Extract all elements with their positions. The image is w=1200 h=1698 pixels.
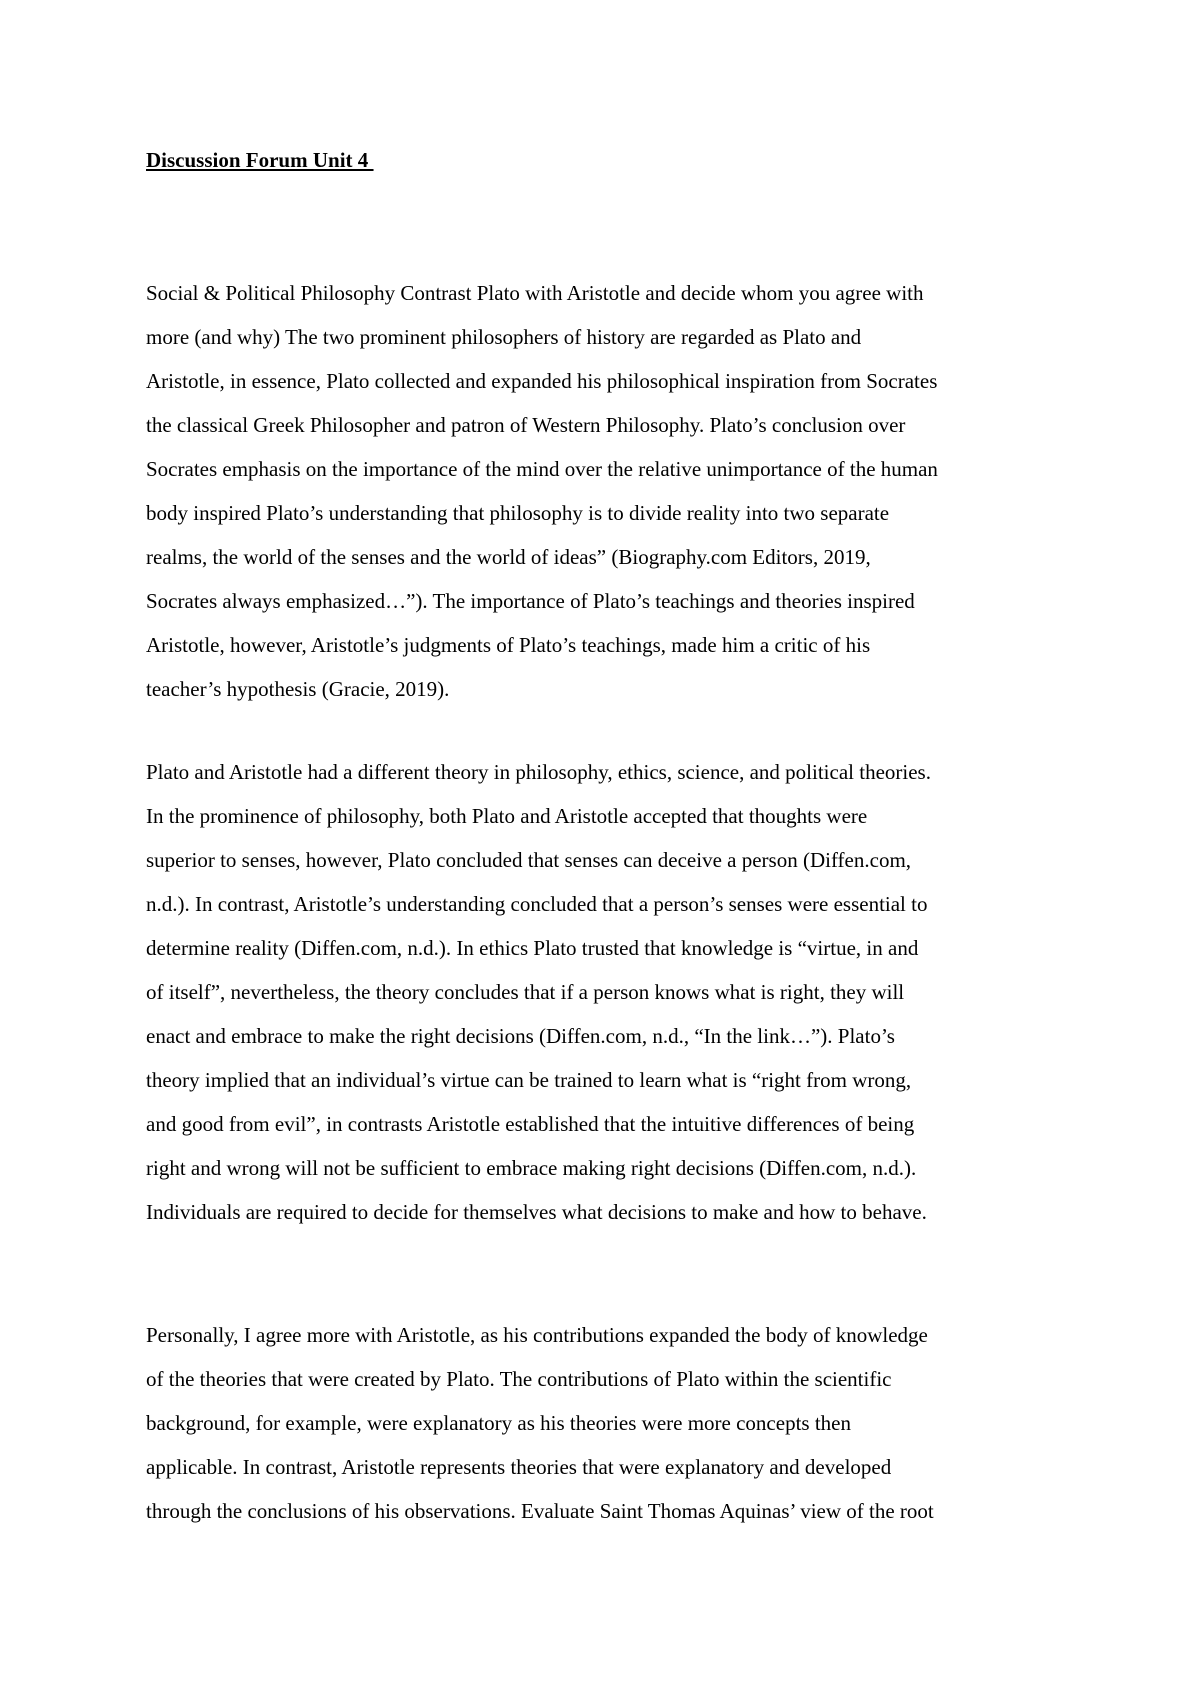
- text-line: through the conclusions of his observations. Evaluate Saint Thomas Aquinas’ view of the root: [146, 1499, 934, 1523]
- text-line: right and wrong will not be sufficient to embrace making right decisions (Diffen.com, n.d.).: [146, 1156, 917, 1180]
- paragraph-plato-aristotle-intro: [146, 271, 1076, 711]
- text-line: the classical Greek Philosopher and patron of Western Philosophy. Plato’s conclusion over: [146, 413, 906, 437]
- paragraph-theories-comparison: [146, 750, 1076, 1234]
- text-line: more (and why) The two prominent philosophers of history are regarded as Plato and: [146, 325, 862, 349]
- text-line: and good from evil”, in contrasts Aristotle established that the intuitive differences of being: [146, 1112, 915, 1136]
- text-line: Aristotle, in essence, Plato collected and expanded his philosophical inspiration from Socrates: [146, 369, 938, 393]
- document-title: Discussion Forum Unit 4: [146, 148, 374, 172]
- text-line: of the theories that were created by Plato. The contributions of Plato within the scientific: [146, 1367, 892, 1391]
- text-line: background, for example, were explanatory as his theories were more concepts then: [146, 1411, 851, 1435]
- text-line: Aristotle, however, Aristotle’s judgments of Plato’s teachings, made him a critic of his: [146, 633, 871, 657]
- text-line: Socrates always emphasized…”). The importance of Plato’s teachings and theories inspired: [146, 589, 915, 613]
- text-line: superior to senses, however, Plato concluded that senses can deceive a person (Diffen.com,: [146, 848, 912, 872]
- text-line: realms, the world of the senses and the world of ideas” (Biography.com Editors, 2019,: [146, 545, 871, 569]
- text-line: Personally, I agree more with Aristotle, as his contributions expanded the body of knowledge: [146, 1323, 928, 1347]
- text-line: Socrates emphasis on the importance of the mind over the relative unimportance of the human: [146, 457, 938, 481]
- text-line: n.d.). In contrast, Aristotle’s understanding concluded that a person’s senses were essential to: [146, 892, 928, 916]
- text-line: teacher’s hypothesis (Gracie, 2019).: [146, 677, 450, 701]
- text-line: Individuals are required to decide for themselves what decisions to make and how to behave.: [146, 1200, 927, 1224]
- text-line: of itself”, nevertheless, the theory concludes that if a person knows what is right, they will: [146, 980, 905, 1004]
- text-line: In the prominence of philosophy, both Plato and Aristotle accepted that thoughts were: [146, 804, 868, 828]
- text-line: applicable. In contrast, Aristotle represents theories that were explanatory and developed: [146, 1455, 892, 1479]
- text-line: theory implied that an individual’s virtue can be trained to learn what is “right from wrong,: [146, 1068, 912, 1092]
- text-line: determine reality (Diffen.com, n.d.). In ethics Plato trusted that knowledge is “virtue, in and: [146, 936, 919, 960]
- text-line: Social & Political Philosophy Contrast Plato with Aristotle and decide whom you agree with: [146, 281, 924, 305]
- text-line: body inspired Plato’s understanding that philosophy is to divide reality into two separate: [146, 501, 890, 525]
- paragraph-personal-view: [146, 1313, 1076, 1533]
- text-line: Plato and Aristotle had a different theory in philosophy, ethics, science, and political theories.: [146, 760, 931, 784]
- text-line: enact and embrace to make the right decisions (Diffen.com, n.d., “In the link…”). Plato’s: [146, 1024, 895, 1048]
